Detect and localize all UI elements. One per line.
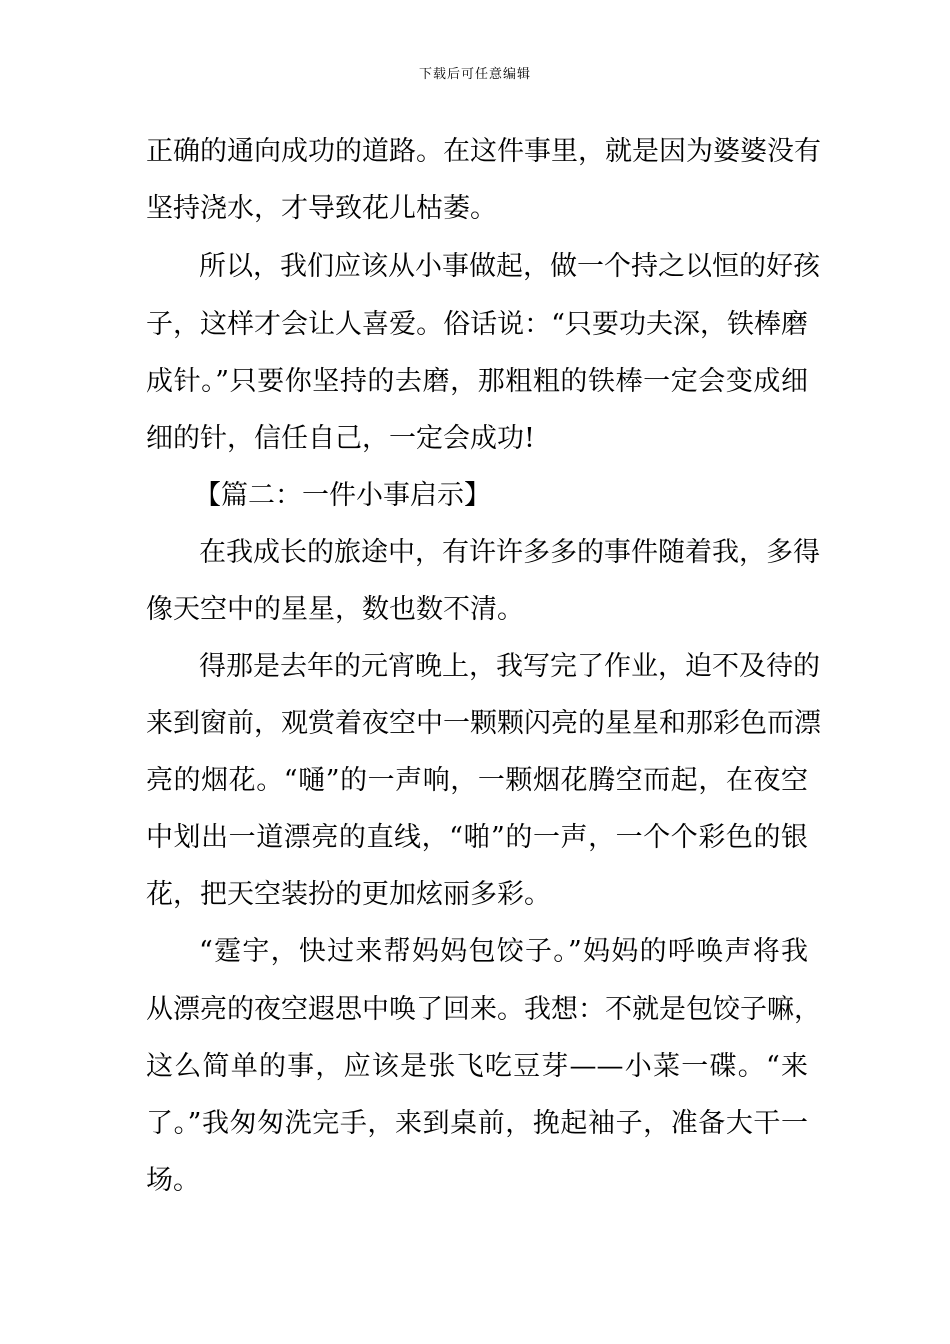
text-line: 亮的烟花。“嗵”的一声响，一颗烟花腾空而起，在夜空: [146, 765, 808, 796]
text-line: 坚持浇水，才导致花儿枯萎。: [146, 193, 497, 224]
section-heading: 【篇二：一件小事启示】: [194, 480, 491, 511]
paragraph-first-line: 得那是去年的元宵晚上，我写完了作业，迫不及待的: [199, 651, 820, 682]
text-line: 这么简单的事，应该是张飞吃豆芽——小菜一碟。“来: [146, 1051, 808, 1082]
text-line: 来到窗前，观赏着夜空中一颗颗闪亮的星星和那彩色而漂: [146, 708, 821, 739]
text-line: 成针。”只要你坚持的去磨，那粗粗的铁棒一定会变成细: [146, 366, 808, 397]
text-line: 场。: [146, 1165, 200, 1196]
paragraph-first-line: 在我成长的旅途中，有许许多多的事件随着我，多得: [199, 537, 820, 568]
text-line: 中划出一道漂亮的直线，“啪”的一声，一个个彩色的银: [146, 822, 808, 853]
page-header: 下载后可任意编辑: [418, 67, 531, 82]
text-line: 像天空中的星星，数也数不清。: [146, 594, 524, 625]
text-line: 从漂亮的夜空遐思中唤了回来。我想：不就是包饺子嘛，: [146, 994, 821, 1025]
text-line: 花，把天空装扮的更加炫丽多彩。: [146, 879, 551, 910]
text-line: 子，这样才会让人喜爱。俗话说：“只要功夫深，铁棒磨: [146, 309, 808, 340]
text-line: 了。”我匆匆洗完手，来到桌前，挽起袖子，准备大干一: [146, 1108, 808, 1139]
paragraph-first-line: “霆宇，快过来帮妈妈包饺子。”妈妈的呼唤声将我: [199, 936, 808, 967]
text-line: 正确的通向成功的道路。在这件事里，就是因为婆婆没有: [146, 136, 821, 167]
paragraph-first-line: 所以，我们应该从小事做起，做一个持之以恒的好孩: [199, 251, 820, 282]
text-line: 细的针，信任自己，一定会成功!: [146, 423, 535, 454]
